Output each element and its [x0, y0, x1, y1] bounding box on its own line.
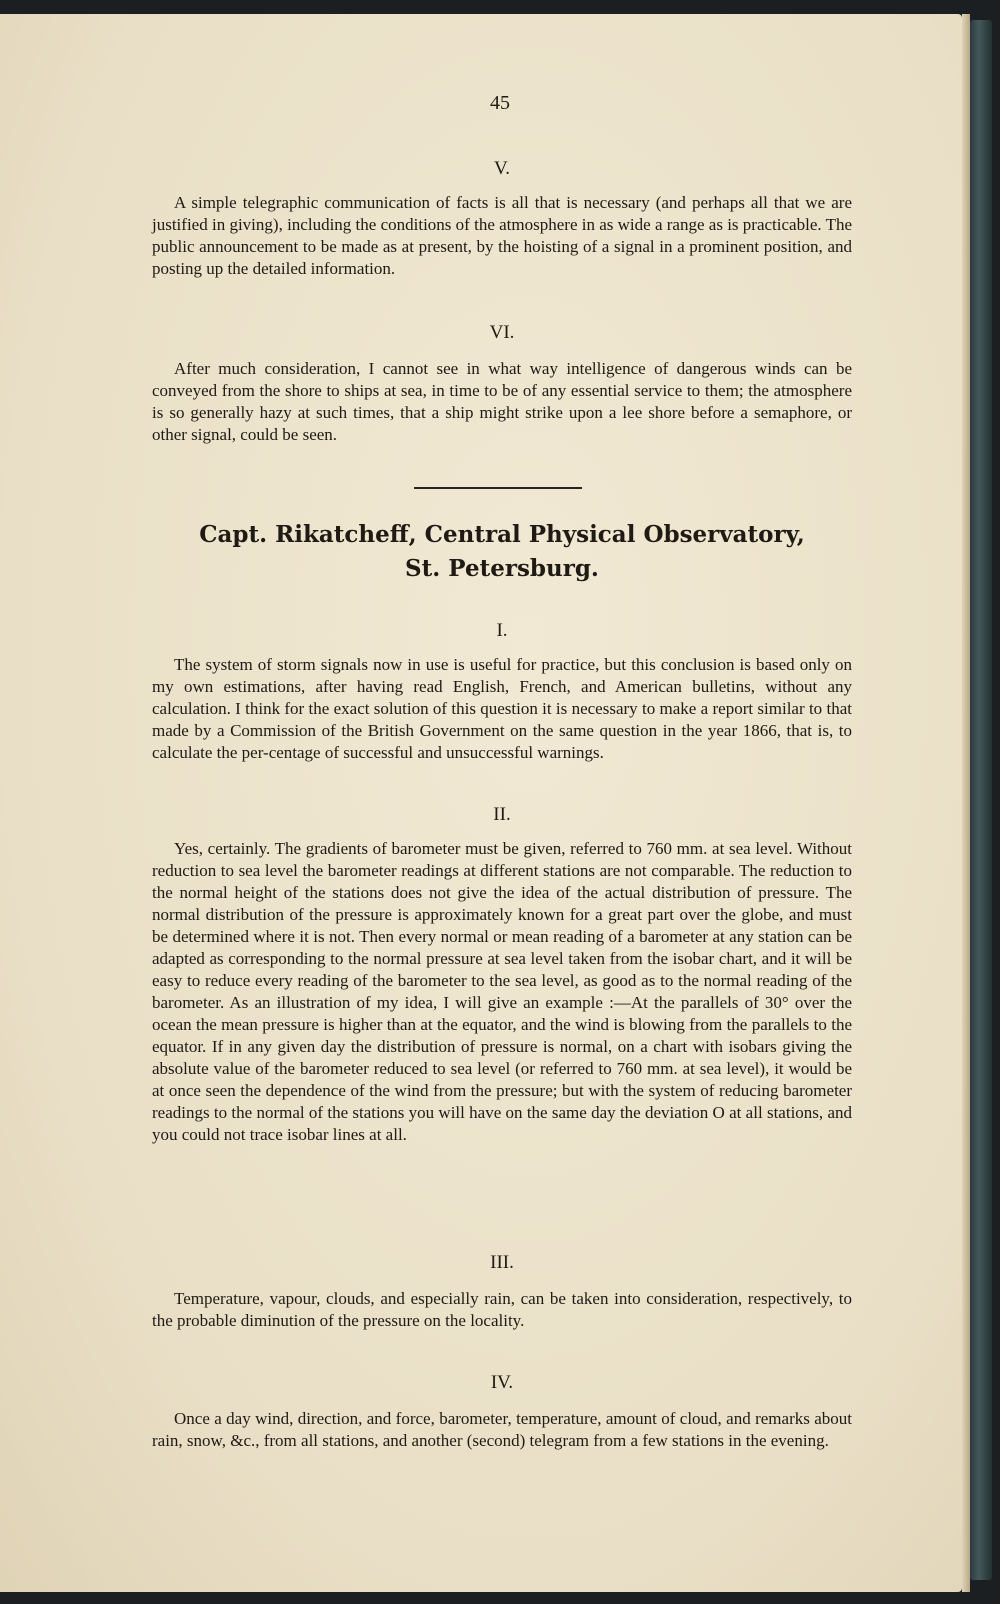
paragraph-v: A simple telegraphic communication of facts is all that is necessary (and perhaps all that we are justified in giving), including the conditions of the atmosphere in as wide a range as is practicable. The public announcement to be made as at present, by the hoisting of a signal in a prominent position, and posting up the detailed information. [152, 193, 852, 278]
section-heading-iii: III. [490, 1252, 514, 1273]
section-heading-iv: IV. [490, 1372, 514, 1393]
section-heading-i: I. [496, 620, 508, 641]
paragraph-vi: After much consideration, I cannot see in what way intelligence of dangerous winds can be conveyed from the shore to ships at sea, in time to be of any essential service to them; the atmosphere is so generally hazy at such times, that a ship might strike upon a lee shore before a semaphore, or other signal, could be seen. [152, 359, 852, 444]
book-page [0, 14, 962, 1592]
author-heading [152, 518, 852, 586]
author-line-1: Capt. Rikatcheff, Central Physical Observatory, [199, 521, 805, 548]
author-line-2: St. Petersburg. [405, 555, 599, 582]
section-heading-v: V. [493, 158, 511, 179]
page-number: 45 [490, 92, 510, 114]
paragraph-i: The system of storm signals now in use is useful for practice, but this conclusion is based only on my own estimations, after having read English, French, and American bulletins, without any calculation. I think for the exact solution of this question it is necessary to make a report similar to that made by a Commission of the British Government on the same question in the year 1866, that is, to calculate the per-centage of successful and unsuccessful warnings. [152, 655, 852, 762]
section-heading-vi: VI. [489, 322, 515, 343]
paragraph-ii: Yes, certainly. The gradients of barometer must be given, referred to 760 mm. at sea level. Without reduction to sea level the barometer readings at different stations are not comparable. The reduction to the normal height of the stations does not give the idea of the actual distribution of pressure. The normal distribution of the pressure is approximately known for a great part over the globe, and must be determined where it is not. Then every normal or mean reading of a barometer at any station can be adapted as corresponding to the normal pressure at sea level taken from the isobar chart, and it will be easy to reduce every reading of the barometer to the sea level, as good as to the normal reading of the barometer. As an illustration of my idea, I will give an example :—At the parallels of 30° over the ocean the mean pressure is higher than at the equator, and the wind is blowing from the parallels to the equator. If in any given day the distribution of pressure is normal, on a chart with isobars giving the absolute value of the barometer reduced to sea level (or referred to 760 mm. at sea level), it would be at once seen the dependence of the wind from the pressure; but with the system of reducing barometer readings to the normal of the stations you will have on the same day the deviation O at all stations, and you could not trace isobar lines at all. [152, 839, 852, 1144]
book-spine [970, 20, 992, 1580]
section-heading-ii: II. [493, 804, 511, 825]
paragraph-iii: Temperature, vapour, clouds, and especially rain, can be taken into consideration, respectively, to the probable diminution of the pressure on the locality. [152, 1289, 852, 1330]
page-edge [962, 14, 970, 1592]
section-divider [414, 487, 582, 489]
paragraph-iv: Once a day wind, direction, and force, barometer, temperature, amount of cloud, and remarks about rain, snow, &c., from all stations, and another (second) telegram from a few stations in the evening. [152, 1409, 852, 1450]
